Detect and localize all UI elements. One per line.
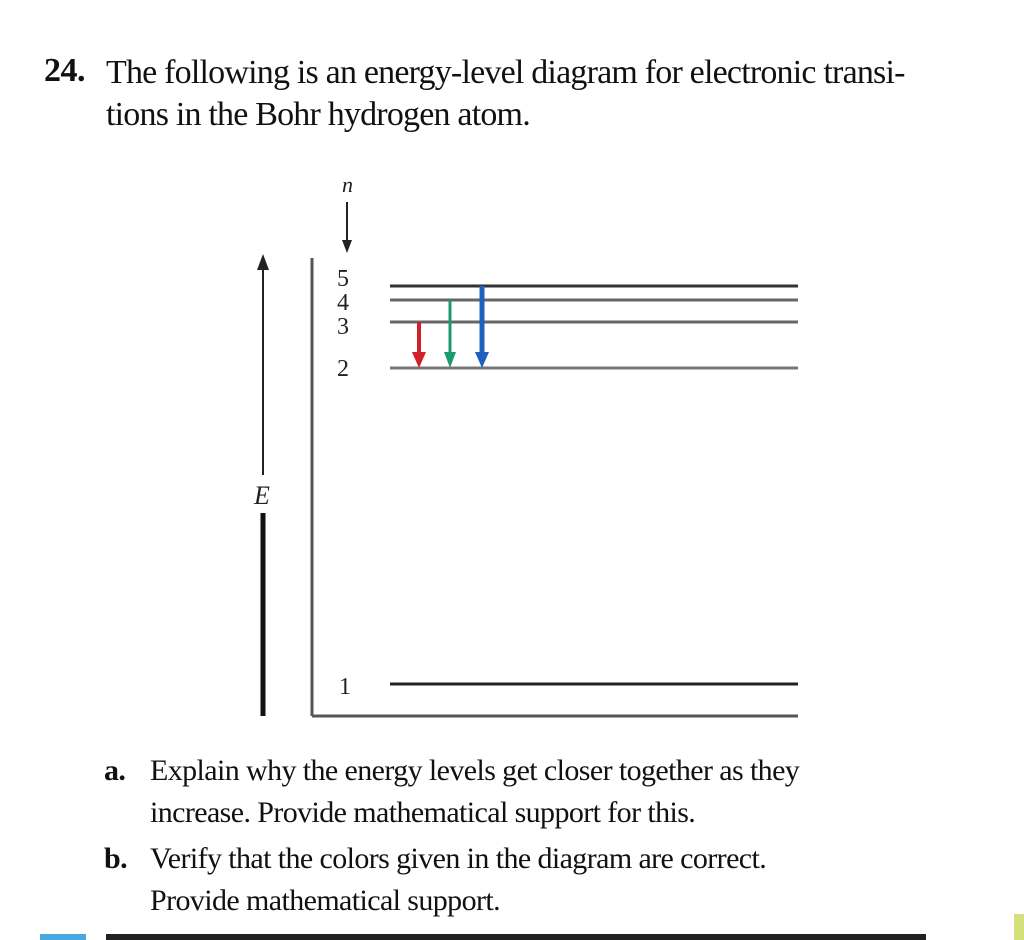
energy-axis-label: E (254, 481, 270, 510)
cropped-next-text (106, 934, 926, 940)
transition-arrow-3-to-2 (412, 322, 426, 368)
energy-axis-arrow-head (257, 254, 269, 270)
problem-text-line: tions in the Bohr hydrogen atom. (106, 96, 530, 133)
part-text-line: Verify that the colors given in the diagram are correct. (150, 842, 767, 875)
n-arrow-head (342, 240, 352, 253)
part-letter: a. (104, 754, 126, 787)
transition-arrow-5-to-2 (475, 286, 489, 368)
transition-arrow-4-to-2 (444, 300, 456, 368)
level-label-4: 4 (337, 290, 349, 316)
cropped-margin-marker (1014, 914, 1024, 940)
problem-text-line: The following is an energy-level diagram for electronic transi- (106, 54, 905, 91)
level-label-3: 3 (337, 314, 349, 340)
part-text-line: Explain why the energy levels get closer together as they (150, 754, 800, 787)
level-label-5: 5 (337, 266, 349, 292)
level-label-2: 2 (337, 356, 349, 382)
part-text-line: increase. Provide mathematical support for this. (150, 796, 696, 829)
part-letter: b. (104, 842, 127, 875)
n-label: n (342, 172, 353, 197)
level-label-1: 1 (339, 674, 351, 700)
part-text-line: Provide mathematical support. (150, 884, 501, 917)
problem-number: 24. (44, 52, 85, 89)
cropped-next-text (40, 934, 86, 940)
